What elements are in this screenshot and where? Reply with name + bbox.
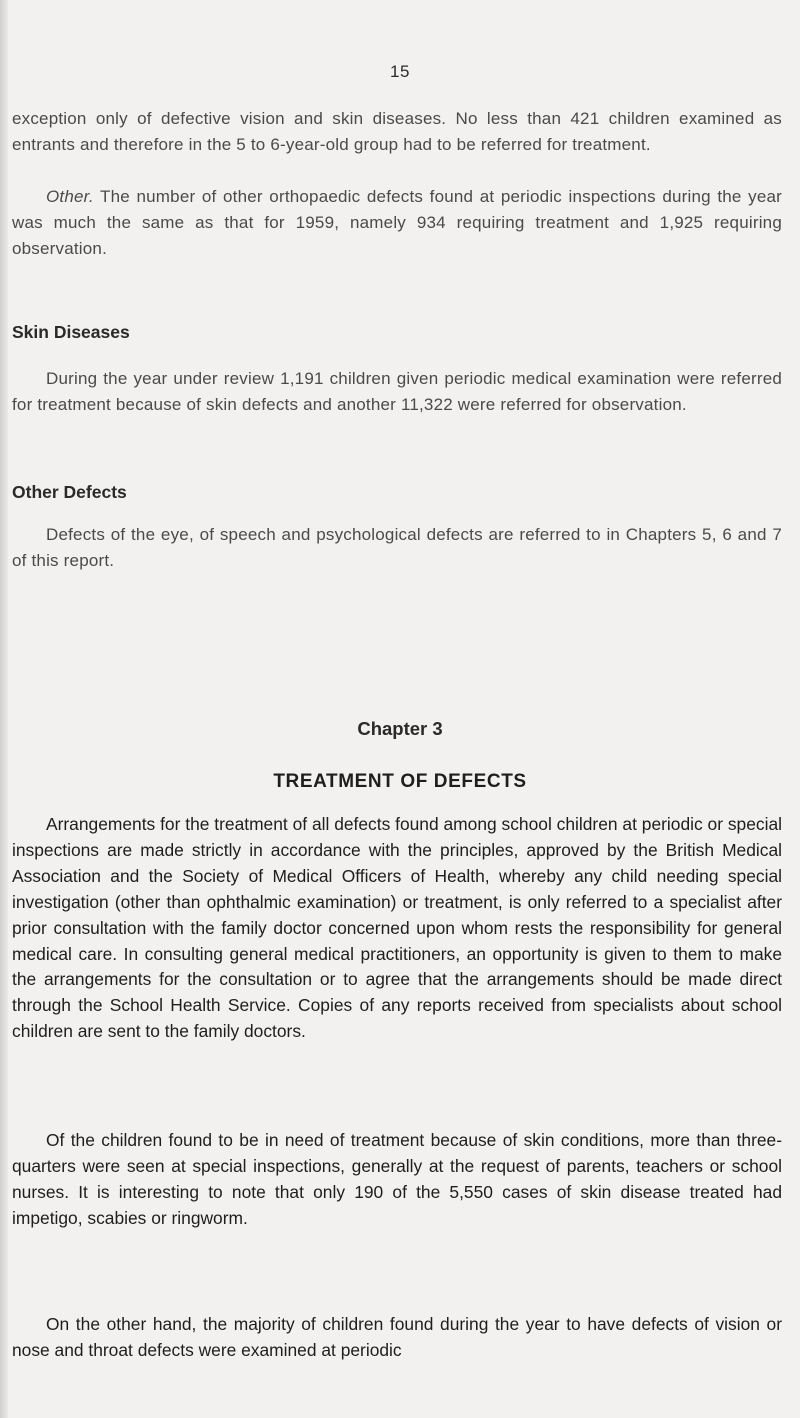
chapter-label: Chapter 3 <box>357 718 443 739</box>
paragraph-text: On the other hand, the majority of children found during the year to have defects of vision or nose and throat defects were examined at periodic <box>12 1314 782 1360</box>
other-text: The number of other orthopaedic defects found at periodic inspections during the year was much the same as that for 1959, namely 934 requiring treatment and 1,925 requiring observation. <box>12 187 782 258</box>
paragraph-text: During the year under review 1,191 children given periodic medical examination were referred for treatment because of skin defects and another 11,322 were referred for observation. <box>12 369 782 414</box>
chapter-title: TREATMENT OF DEFECTS <box>273 771 527 792</box>
other-defects-paragraph <box>12 522 782 574</box>
paragraph-text <box>12 184 782 261</box>
skin-diseases-section <box>12 322 782 343</box>
treatment-paragraph-2 <box>12 1128 782 1232</box>
skin-diseases-paragraph <box>12 366 782 418</box>
paragraph-text: Of the children found to be in need of treatment because of skin conditions, more than three-quarters were seen at special inspections, generally at the request of parents, teachers or school nurses. It is interesting to note that only 190 of the 5,550 cases of skin disease treated had impetigo, scabies or ringworm. <box>12 1130 782 1228</box>
paragraph-text: Defects of the eye, of speech and psychological defects are referred to in Chapters 5, 6 and 7 of this report. <box>12 525 782 570</box>
paragraph-text: Arrangements for the treatment of all defects found among school children at periodic or special inspections are made strictly in accordance with the principles, approved by the British Medical Association and the Society of Medical Officers of Health, whereby any child needing special investigation (other than ophthalmic examination) or treatment, is only referred to a specialist after prior consultation with the family doctor concerned upon whom rests the responsibility for general medical care. In consulting general medical practitioners, an opportunity is given to them to make the arrangements for the consultation or to agree that the arrangements should be made direct through the School Health Service. Copies of any reports received from specialists about school children are sent to the family doctors. <box>12 814 782 1042</box>
treatment-paragraph-3 <box>12 1312 782 1364</box>
other-defects-section <box>12 482 782 503</box>
section-heading: Other Defects <box>12 482 127 502</box>
other-lead: Other. <box>46 187 94 206</box>
continued-paragraph <box>12 106 782 158</box>
section-heading: Skin Diseases <box>12 322 130 342</box>
paragraph-text: exception only of defective vision and skin diseases. No less than 421 children examined as entrants and therefore in the 5 to 6-year-old group had to be referred for treatment. <box>12 109 782 154</box>
other-orthopaedic-paragraph <box>12 184 782 261</box>
page-number: 15 <box>390 62 410 81</box>
treatment-paragraph-1 <box>12 812 782 1045</box>
